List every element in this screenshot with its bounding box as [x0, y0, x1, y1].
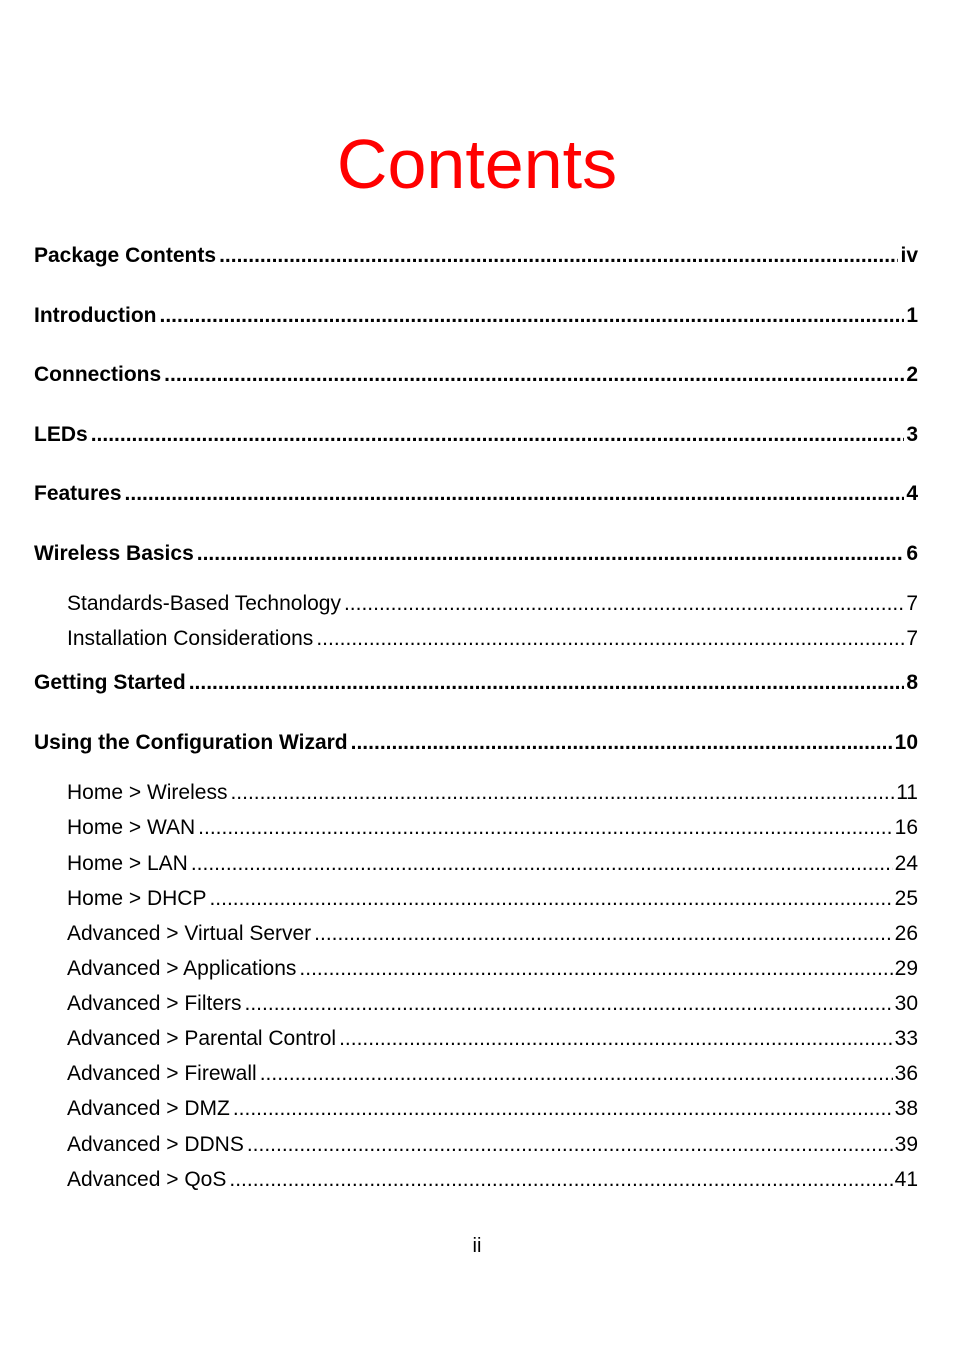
toc-entry-configuration-wizard[interactable] [34, 730, 918, 756]
toc-subentry-advanced-firewall[interactable] [67, 1061, 918, 1087]
toc-entry-page: 7 [906, 627, 918, 650]
toc-leader-dots [245, 991, 893, 1017]
toc-entry-page: 2 [906, 363, 918, 386]
toc-entry-page: 7 [906, 592, 918, 615]
toc-entry-page: 36 [894, 1062, 918, 1085]
footer-page-number: ii [472, 1235, 482, 1257]
toc-entry-connections[interactable] [34, 362, 918, 388]
toc-subentry-home-wireless[interactable] [67, 780, 918, 806]
toc-leader-dots [339, 1026, 893, 1052]
toc-leader-dots [299, 956, 892, 982]
toc-entry-label: Standards-Based Technology [67, 592, 341, 615]
toc-leader-dots [219, 243, 898, 269]
toc-leader-dots [191, 851, 893, 877]
toc-leader-dots [260, 1061, 893, 1087]
toc-entry-page: 33 [894, 1027, 918, 1050]
toc-entry-label: Advanced > QoS [67, 1168, 227, 1191]
toc-subentry-advanced-dmz[interactable] [67, 1096, 918, 1122]
toc-entry-label: Package Contents [34, 244, 217, 267]
toc-leader-dots [189, 670, 905, 696]
toc-leader-dots [230, 780, 894, 806]
toc-entry-page: 1 [906, 304, 918, 327]
toc-entry-label: Advanced > Parental Control [67, 1027, 337, 1050]
toc-entry-label: Home > WAN [67, 816, 196, 839]
toc-entry-page: 25 [894, 887, 918, 910]
toc-entry-label: Introduction [34, 304, 157, 327]
toc-leader-dots [209, 886, 892, 912]
toc-leader-dots [125, 481, 905, 507]
toc-leader-dots [314, 921, 892, 947]
toc-leader-dots [233, 1096, 893, 1122]
toc-entry-page: 38 [894, 1097, 918, 1120]
toc-subentry-home-wan[interactable] [67, 815, 918, 841]
toc-entry-label: Connections [34, 363, 162, 386]
toc-entry-introduction[interactable] [34, 303, 918, 329]
toc-entry-page: 10 [894, 731, 918, 754]
toc-leader-dots [229, 1167, 892, 1193]
toc-leader-dots [247, 1132, 893, 1158]
toc-leader-dots [197, 541, 905, 567]
toc-subentry-home-lan[interactable] [67, 851, 918, 877]
toc-entry-label: Advanced > Filters [67, 992, 242, 1015]
toc-entry-label: Home > DHCP [67, 887, 207, 910]
toc-entry-page: 39 [894, 1133, 918, 1156]
toc-subentry-advanced-qos[interactable] [67, 1167, 918, 1193]
toc-entry-label: Home > LAN [67, 852, 188, 875]
toc-entry-page: 29 [894, 957, 918, 980]
toc-subentry-advanced-applications[interactable] [67, 956, 918, 982]
toc-entry-label: Wireless Basics [34, 542, 194, 565]
toc-entry-page: 3 [906, 423, 918, 446]
toc-entry-label: Installation Considerations [67, 627, 314, 650]
toc-entry-page: 6 [906, 542, 918, 565]
toc-entry-features[interactable] [34, 481, 918, 507]
toc-entry-label: Getting Started [34, 671, 186, 694]
toc-entry-page: 11 [896, 781, 918, 804]
toc-leader-dots [351, 730, 893, 756]
toc-entry-label: Advanced > Virtual Server [67, 922, 312, 945]
toc-leader-dots [164, 362, 904, 388]
toc-subentry-standards-based-technology[interactable] [67, 591, 918, 617]
toc-entry-page: 26 [894, 922, 918, 945]
toc-leader-dots [316, 626, 904, 652]
toc-entry-label: Advanced > Firewall [67, 1062, 257, 1085]
toc-entry-page: 16 [894, 816, 918, 839]
toc-entry-label: LEDs [34, 423, 88, 446]
toc-entry-label: Advanced > DMZ [67, 1097, 230, 1120]
toc-entry-page: 24 [894, 852, 918, 875]
toc-entry-page: 4 [906, 482, 918, 505]
toc-subentry-installation-considerations[interactable] [67, 626, 918, 652]
toc-subentry-home-dhcp[interactable] [67, 886, 918, 912]
toc-subentry-advanced-virtual-server[interactable] [67, 921, 918, 947]
toc-entry-label: Home > Wireless [67, 781, 228, 804]
toc-leader-dots [159, 303, 904, 329]
page-title: Contents [336, 125, 618, 203]
toc-entry-package-contents[interactable] [34, 243, 918, 269]
toc-subentry-advanced-ddns[interactable] [67, 1132, 918, 1158]
toc-entry-page: 8 [906, 671, 918, 694]
toc-entry-leds[interactable] [34, 422, 918, 448]
toc-leader-dots [198, 815, 892, 841]
toc-entry-label: Using the Configuration Wizard [34, 731, 348, 754]
toc-leader-dots [344, 591, 904, 617]
toc-entry-label: Advanced > Applications [67, 957, 297, 980]
toc-subentry-advanced-parental-control[interactable] [67, 1026, 918, 1052]
toc-entry-page: iv [900, 244, 918, 267]
toc-entry-wireless-basics[interactable] [34, 541, 918, 567]
toc-entry-getting-started[interactable] [34, 670, 918, 696]
toc-entry-page: 30 [894, 992, 918, 1015]
toc-leader-dots [91, 422, 905, 448]
toc-entry-label: Features [34, 482, 122, 505]
toc-entry-label: Advanced > DDNS [67, 1133, 244, 1156]
toc-entry-page: 41 [894, 1168, 918, 1191]
toc-subentry-advanced-filters[interactable] [67, 991, 918, 1017]
